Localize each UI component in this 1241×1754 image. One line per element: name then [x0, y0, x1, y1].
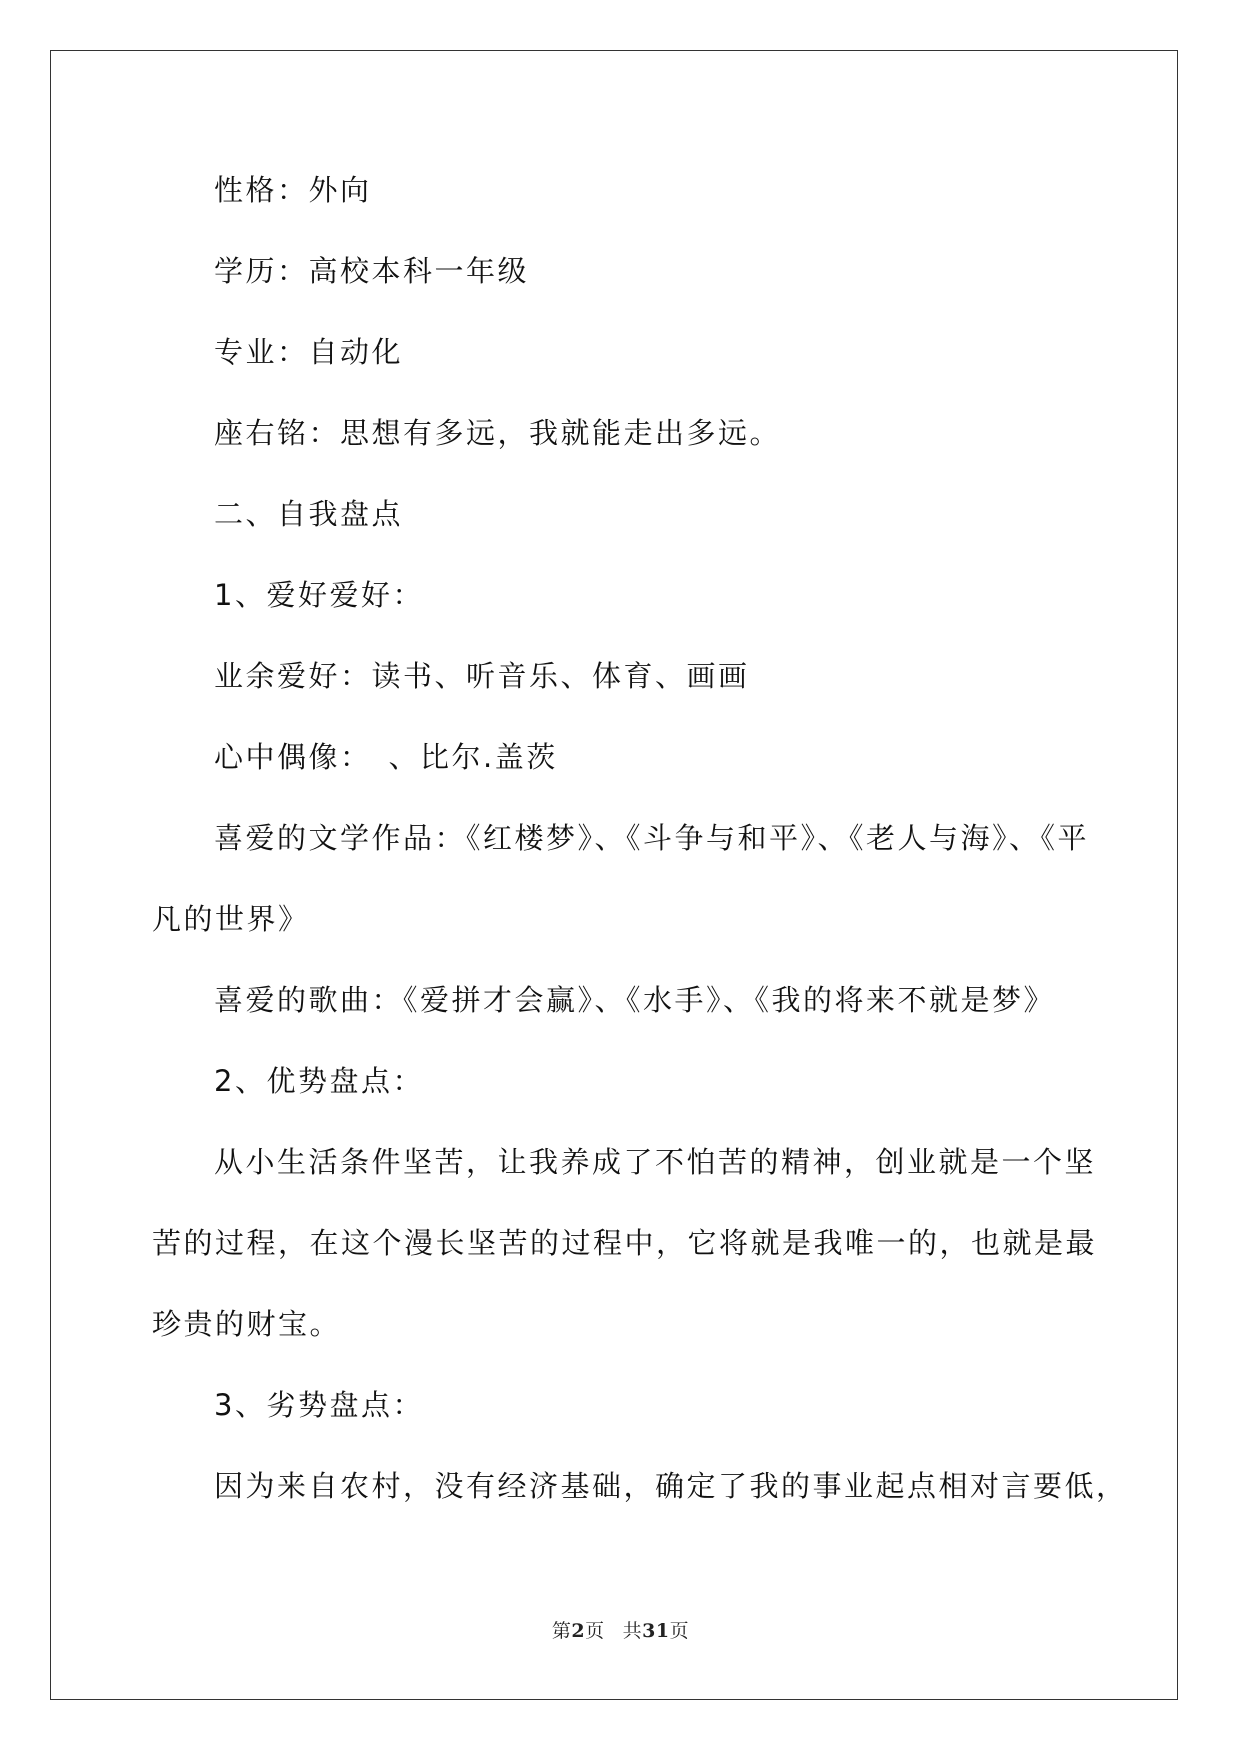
paragraph-strengths-line1: 从小生活条件坚苦，让我养成了不怕苦的精神，创业就是一个坚	[214, 1145, 1097, 1179]
subheading-hobbies: 1、爱好爱好：	[214, 578, 424, 612]
footer-page-unit: 页	[585, 1620, 605, 1642]
footer-total-pages: 31	[642, 1620, 670, 1642]
line-favorite-songs: 喜爱的歌曲：《爱拼才会赢》、《水手》、《我的将来不就是梦》	[214, 983, 1056, 1017]
line-personality: 性格：外向	[214, 173, 372, 207]
page-footer	[0, 1616, 1241, 1643]
line-education: 学历：高校本科一年级	[214, 254, 530, 288]
paragraph-weaknesses-line1: 因为来自农村，没有经济基础，确定了我的事业起点相对言要低，	[214, 1469, 1128, 1503]
line-idol: 心中偶像： 、比尔.盖茨	[214, 740, 558, 774]
section-heading-self-review: 二、自我盘点	[214, 497, 404, 531]
subheading-strengths: 2、优势盘点：	[214, 1064, 424, 1098]
footer-page-number: 2	[571, 1620, 586, 1642]
line-favorite-literature: 喜爱的文学作品：《红楼梦》、《斗争与和平》、《老人与海》、《平	[214, 821, 1090, 855]
line-favorite-literature-cont: 凡的世界》	[152, 902, 310, 936]
paragraph-strengths-line3: 珍贵的财宝。	[152, 1307, 342, 1341]
line-major: 专业：自动化	[214, 335, 404, 369]
line-leisure-hobbies: 业余爱好：读书、听音乐、体育、画画	[214, 659, 750, 693]
footer-total-unit: 页	[669, 1620, 690, 1642]
footer-page-prefix: 第	[551, 1620, 572, 1642]
subheading-weaknesses: 3、劣势盘点：	[214, 1388, 424, 1422]
line-motto: 座右铭：思想有多远，我就能走出多远。	[214, 416, 782, 450]
footer-total-prefix: 共	[622, 1620, 643, 1642]
paragraph-strengths-line2: 苦的过程，在这个漫长坚苦的过程中，它将就是我唯一的，也就是最	[152, 1226, 1098, 1260]
